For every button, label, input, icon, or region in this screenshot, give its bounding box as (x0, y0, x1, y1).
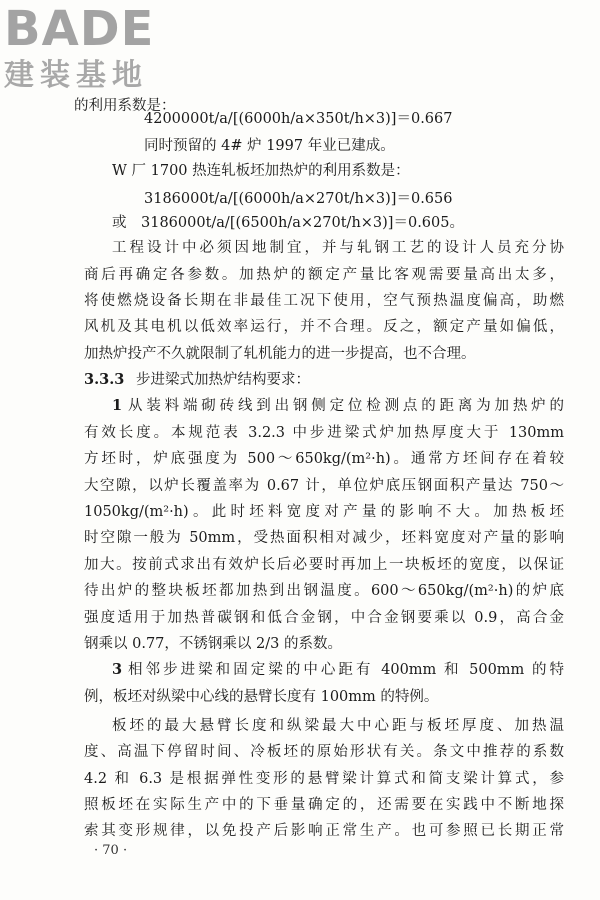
item-number: 1 (112, 397, 123, 414)
text-line: 从装料端砌砖线到出钢侧定位检测点的距离为加热炉的 (128, 398, 564, 414)
text-line: 方坯时，炉底强度为 500～650kg/(m²·h)。通常方坯间存在着较 (84, 451, 564, 467)
text-line: 加大。按前式求出有效炉长后必要时再加上一块板坯的宽度，以保证 (84, 557, 564, 573)
text-line: 钢乘以 0.77，不锈钢乘以 2/3 的系数。 (84, 636, 342, 652)
brand-logo (4, 1, 184, 104)
text-line: 加热炉投产不久就限制了轧机能力的进一步提高，也不合理。 (84, 346, 476, 362)
text-line: 将使燃烧设备长期在非最佳工况下使用，空气预热温度偏高，助燃 (84, 293, 564, 309)
text-line: 索其变形规律，以免投产后影响正常生产。也可参照已长期正常 (84, 823, 564, 839)
logo-brand: BADE (4, 1, 155, 57)
text-line: 相邻步进梁和固定梁的中心距有 400mm 和 500mm 的特 (128, 662, 564, 678)
text-line: 大空隙，以炉长覆盖率为 0.67 计，单位炉底压钢面积产量达 750～ (84, 478, 564, 494)
text-line: 工程设计中必须因地制宜，并与轧钢工艺的设计人员充分协 (112, 240, 564, 256)
formula-line: 4200000t/a/[(6000h/a×350t/h×3)]＝0.667 (144, 111, 453, 127)
item-number: 3 (112, 661, 123, 678)
section-number: 3.3.3 (84, 371, 125, 388)
text-line: 有效长度。本规范表 3.2.3 中步进梁式炉加热厚度大于 130mm (84, 425, 564, 441)
text-line: 4.2 和 6.3 是根据弹性变形的悬臂梁计算式和简支梁计算式，参 (84, 771, 564, 787)
text-line: 待出炉的整块板坯都加热到出钢温度。600～650kg/(m²·h)的炉底 (84, 583, 564, 599)
text-line: 照板坯在实际生产中的下垂量确定的，还需要在实践中不断地探 (84, 797, 564, 813)
text-line: 的利用系数是： (74, 98, 176, 114)
text-line: 例，板坯对纵梁中心线的悬臂长度有 100mm 的特例。 (84, 689, 439, 705)
page-number: · 70 · (94, 843, 128, 858)
formula-line: 或 3186000t/a/[(6500h/a×270t/h×3)]＝0.605。 (112, 215, 464, 231)
logo-subtitle: 建装基地 (4, 58, 148, 93)
text-line: 同时预留的 4# 炉 1997 年业已建成。 (144, 138, 395, 154)
text-line: 强度适用于加热普碳钢和低合金钢，中合金钢要乘以 0.9，高合金 (84, 610, 564, 626)
text-line: 风机及其电机以低效率运行，并不合理。反之，额定产量如偏低， (84, 319, 564, 335)
text-line: 板坯的最大悬臂长度和纵梁最大中心距与板坯厚度、加热温 (112, 718, 564, 734)
section-heading: 步进梁式加热炉结构要求： (136, 372, 310, 388)
text-line: 商后再确定各参数。加热炉的额定产量比客观需要量高出太多， (84, 267, 564, 283)
text-line: 度、高温下停留时间、冷板坯的原始形状有关。条文中推荐的系数 (84, 744, 564, 760)
text-line: W 厂 1700 热连轧板坯加热炉的利用系数是： (112, 163, 410, 179)
text-line: 时空隙一般为 50mm，受热面积相对减少，坯料宽度对产量的影响 (84, 530, 564, 546)
text-line: 1050kg/(m²·h)。此时坯料宽度对产量的影响不大。加热板坯 (84, 504, 564, 520)
formula-line: 3186000t/a/[(6000h/a×270t/h×3)]＝0.656 (144, 191, 453, 207)
